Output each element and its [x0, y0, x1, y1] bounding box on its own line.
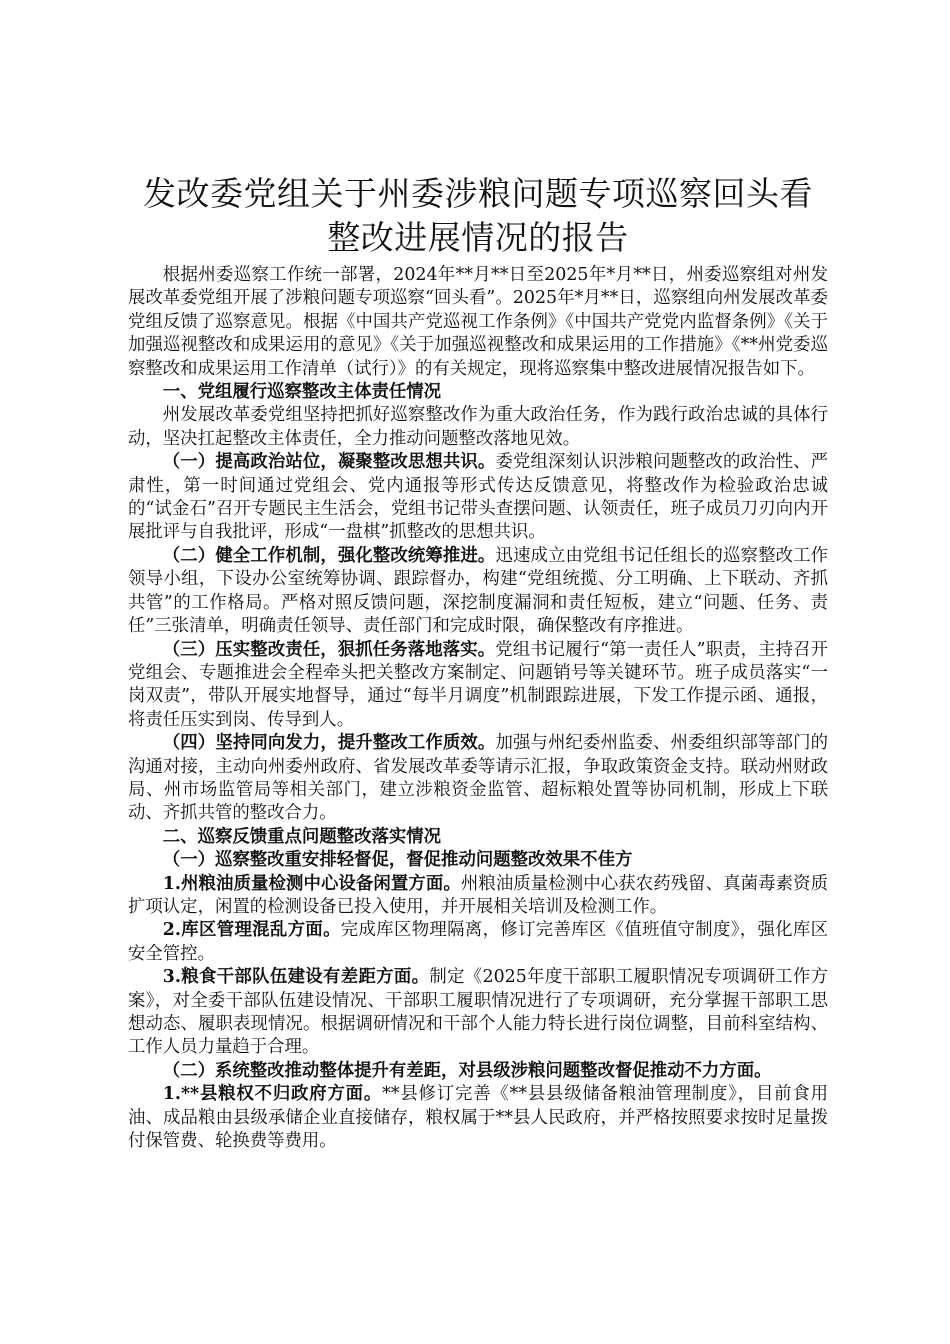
item-lead: （三）压实整改责任，狠抓任务落地落实。 [162, 639, 496, 660]
section-1-item-2 [128, 545, 828, 639]
item-lead: 1.州粮油质量检测中心设备闲置方面。 [162, 873, 461, 894]
item-text: **县修订完善《**县县级储备粮油管理制度》，目前食用油、成品粮由县级承储企业直接储存，粮权属于**县人民政府，并严格按照要求按时足量拨付保管费、轮换费等费用。 [128, 1084, 828, 1152]
item-text: 迅速成立由党组书记任组长的巡察整改工作领导小组，下设办公室统筹协调、跟踪督办，构建“党组统揽、分工明确、上下联动、齐抓共管”的工作格局。严格对照反馈问题，深挖制度漏洞和责任短板，建立“问题、任务、责任”三张清单，明确责任领导、责任部门和完成时限，确保整改有序推进。 [128, 545, 828, 637]
item-lead: （二）健全工作机制，强化整改统筹推进。 [162, 545, 496, 566]
item-text: 委党组深刻认识涉粮问题整改的政治性、严肃性，第一时间通过党组会、党内通报等形式传达反馈意见，将整改作为检验政治忠诚的“试金石”召开专题民主生活会，党组书记带头查摆问题、认领责任，班子成员刀刃向内开展批评与自我批评，形成“一盘棋”抓整改的思想共识。 [128, 452, 828, 543]
document-body [128, 264, 828, 1153]
section-1-item-1 [128, 451, 828, 545]
item-lead: （一）提高政治站位，凝聚整改思想共识。 [162, 452, 496, 473]
document-title [128, 172, 828, 260]
section-1-heading: 一、党组履行巡察整改主体责任情况 [162, 382, 442, 403]
section-2-sub-1-item-2 [128, 919, 828, 966]
section-2-sub-2-heading: （二）系统整改推动整体提升有差距，对县级涉粮问题整改督促推动不力方面。 [162, 1060, 772, 1081]
item-text: 党组书记履行“第一责任人”职责，主持召开党组会、专题推进会全程牵头把关整改方案制定、问题销号等关键环节。班子成员落实“一岗双责”，带队开展实地督导，通过“每半月调度”机制跟踪进展，下发工作提示函、通报，将责任压实到岗、传导到人。 [128, 639, 828, 730]
item-lead: （四）坚持同向发力，提升整改工作质效。 [162, 733, 496, 754]
item-text: 州粮油质量检测中心获农药残留、真菌毒素资质扩项认定，闲置的检测设备已投入使用，并开展相关培训及检测工作。 [128, 873, 828, 917]
section-2-sub-1-heading: （一）巡察整改重安排轻督促，督促推动问题整改效果不佳方 [162, 850, 633, 871]
section-2-sub-2-item-1 [128, 1083, 828, 1153]
item-text: 加强与州纪委州监委、州委组织部等部门的沟通对接，主动向州委州政府、省发展改革委等请示汇报，争取政策资金支持。联动州财政局、州市场监管局等相关部门，建立涉粮资金监管、超标粮处置等协同机制，形成上下联动、齐抓共管的整改合力。 [128, 733, 828, 824]
item-lead: 3.粮食干部队伍建设有差距方面。 [162, 967, 430, 988]
intro-paragraph: 根据州委巡察工作统一部署，2024年**月**日至2025年*月**日，州委巡察组对州发展改革委党组开展了涉粮问题专项巡察“回头看”。2025年*月**日，巡察组向州发展改革委党组反馈了巡察意见。根据《中国共产党巡视工作条例》《中国共产党党内监督条例》《关于加强巡视整改和成果运用的意见》《关于加强巡视整改和成果运用的工作措施》《**州党委巡察整改和成果运用工作清单（试行）》的有关规定，现将巡察集中整改进展情况报告如下。 [128, 265, 828, 379]
section-2-sub-1-item-3 [128, 966, 828, 1060]
item-text: 完成库区物理隔离，修订完善库区《值班值守制度》，强化库区安全管控。 [128, 920, 828, 964]
item-lead: 1.**县粮权不归政府方面。 [162, 1084, 383, 1105]
section-1-item-4 [128, 732, 828, 826]
title-line-2: 整改进展情况的报告 [327, 218, 629, 257]
section-2-heading: 二、巡察反馈重点问题整改落实情况 [162, 826, 442, 847]
title-line-1: 发改委党组关于州委涉粮问题专项巡察回头看 [143, 174, 813, 213]
item-text: 制定《2025年度干部职工履职情况专项调研工作方案》，对全委干部队伍建设情况、干部职工履职情况进行了专项调研，充分掌握干部职工思想动态、履职表现情况。根据调研情况和干部个人能力特长进行岗位调整，目前科室结构、工作人员力量趋于合理。 [128, 967, 828, 1058]
section-2-sub-1-item-1 [128, 873, 828, 920]
item-lead: 2.库区管理混乱方面。 [162, 920, 341, 941]
document-page [128, 172, 828, 1153]
section-1-item-3 [128, 639, 828, 733]
section-1-intro: 州发展改革委党组坚持把抓好巡察整改作为重大政治任务，作为践行政治忠诚的具体行动，坚决扛起整改主体责任，全力推动问题整改落地见效。 [128, 405, 828, 449]
